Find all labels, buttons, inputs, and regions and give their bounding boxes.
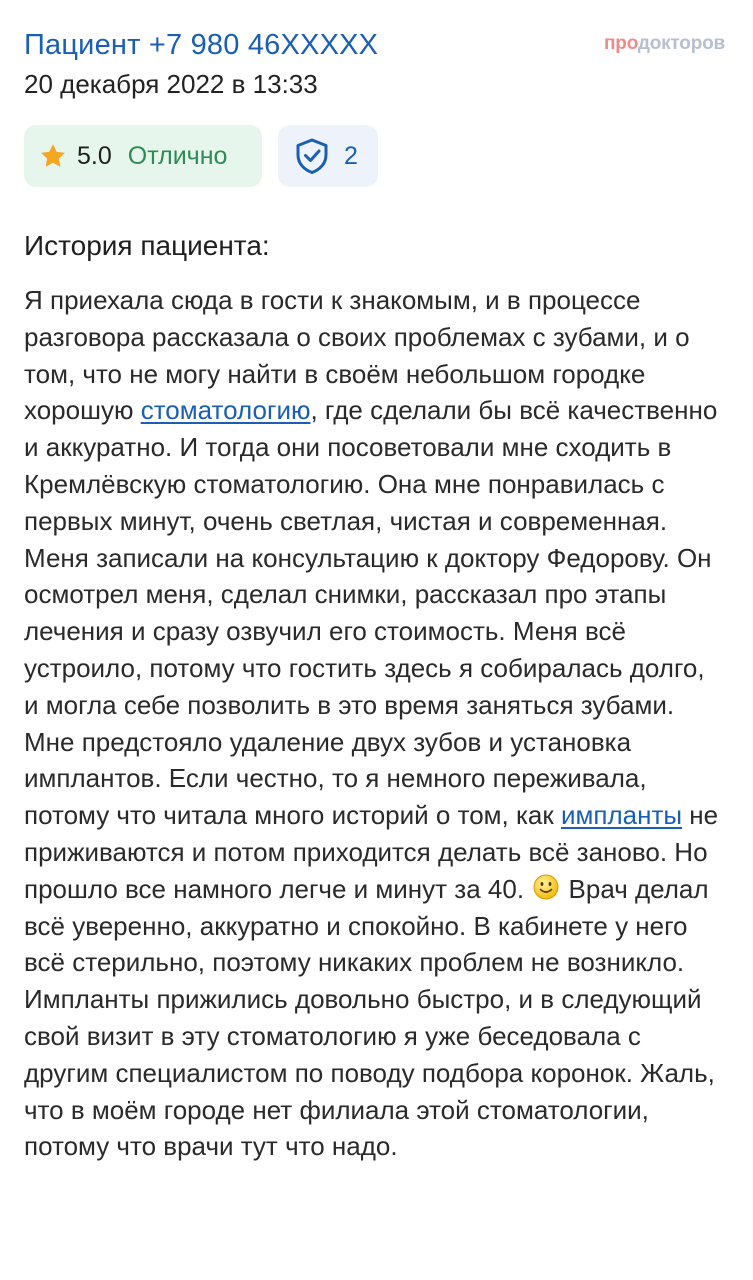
dentistry-link[interactable]: стоматологию xyxy=(140,395,311,426)
implants-link[interactable]: импланты xyxy=(561,800,683,831)
review-date: 20 декабря 2022 в 13:33 xyxy=(24,69,318,99)
story-heading: История пациента: xyxy=(24,230,270,261)
verified-count: 2 xyxy=(344,141,358,170)
logo-rest: докторов xyxy=(637,33,725,54)
story-text xyxy=(24,282,724,1165)
logo-prefix: про xyxy=(604,33,638,54)
story-text-part-4: Врач делал всё уверенно, аккуратно и спокойно. В кабинете у него всё стерильно, поэтому никаких проблем не возникло. Импланты прижились довольно быстро, и в следующий свой визит в эту стоматологию я уже беседовала с другим специалистом по поводу подбора коронок. Жаль, что в моём городе нет филиала этой стоматологии, потому что врачи тут что надо. xyxy=(24,873,715,1162)
story-text-part-3: не приживаются и потом приходится делать всё заново. Но прошло все намного легче и минут за 40. xyxy=(24,800,719,904)
rating-value: 5.0 xyxy=(77,141,112,170)
verified-badge[interactable] xyxy=(278,125,378,187)
rating-label: Отлично xyxy=(127,141,228,170)
review-badges xyxy=(24,125,378,187)
smile-emoji-icon xyxy=(533,874,559,900)
rating-badge[interactable] xyxy=(24,125,262,187)
shield-check-icon xyxy=(294,137,330,175)
star-icon xyxy=(39,142,67,170)
review-author-link[interactable]: Пациент +7 980 46XXXXX xyxy=(24,29,379,61)
prodoctorov-logo xyxy=(604,32,725,56)
story-text-part-1: Я приехала сюда в гости к знакомым, и в процессе разговора рассказала о своих проблемах с зубами, и о том, что не могу найти в своём небольшом городке хорошую xyxy=(24,285,690,426)
review-header xyxy=(24,26,729,106)
story-text-part-2: , где сделали бы всё качественно и аккуратно. И тогда они посоветовали мне сходить в Кремлёвскую стоматологию. Она мне понравилась с первых минут, очень светлая, чистая и современная. Меня записали на консультацию к доктору Федорову. Он осмотрел меня, сделал снимки, рассказал про этапы лечения и сразу озвучил его стоимость. Меня всё устроило, потому что гостить здесь я собиралась долго, и могла себе позволить в это время заняться зубами. Мне предстояло удаление двух зубов и установка имплантов. Если честно, то я немного переживала, потому что читала много историй о том, как xyxy=(24,395,718,831)
